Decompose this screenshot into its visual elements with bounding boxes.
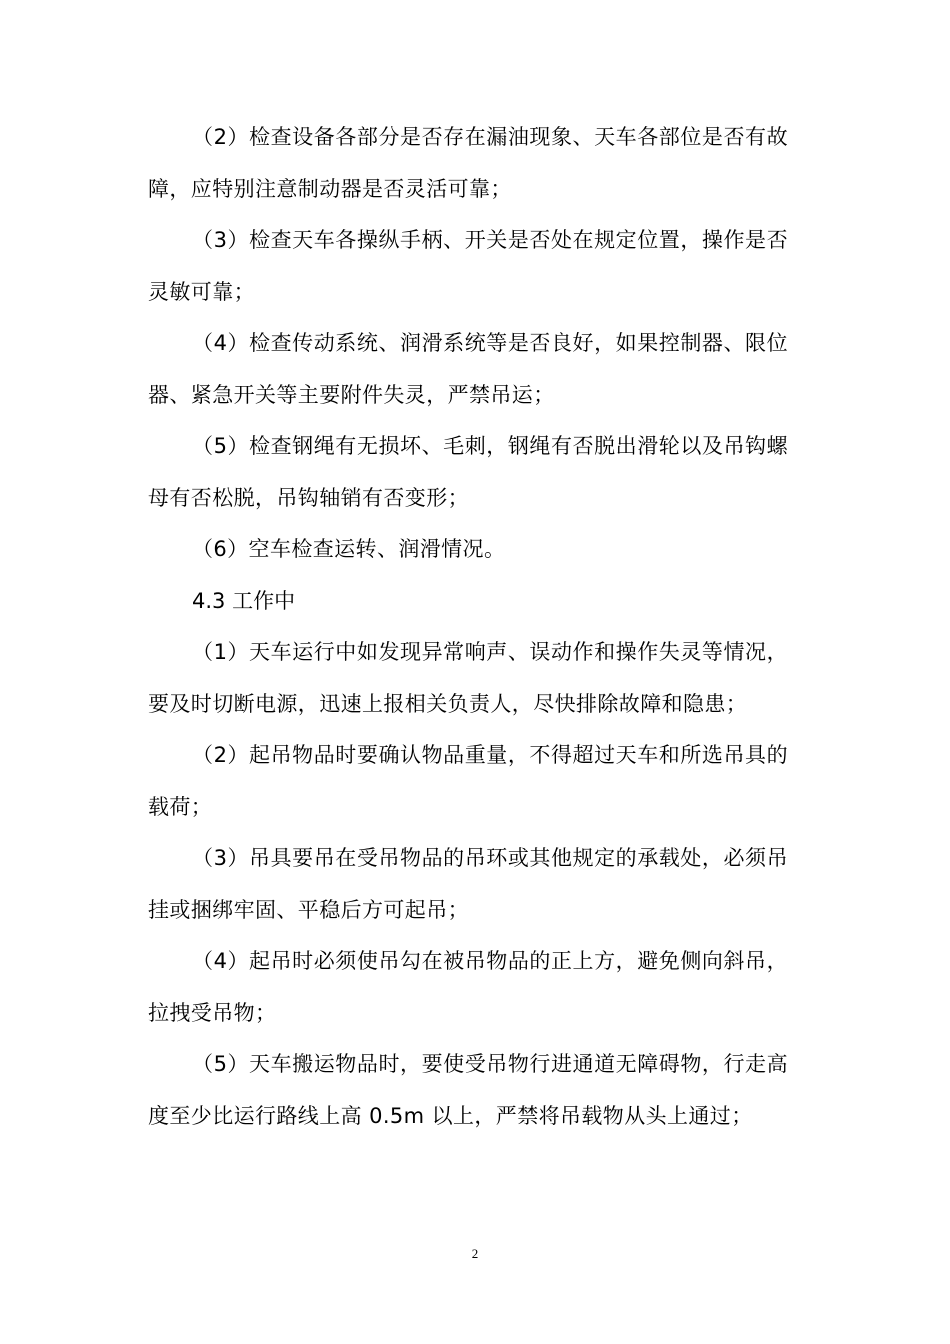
paragraph-idle-test: （6）空车检查运转、润滑情况。 bbox=[192, 537, 506, 561]
paragraph-abnormal-operation: （1）天车运行中如发现异常响声、误动作和操作失灵等情况，要及时切断电源，迅速上报相关负责人，尽快排除故障和隐患； bbox=[148, 640, 788, 716]
paragraph-confirm-weight: （2）起吊物品时要确认物品重量，不得超过天车和所选吊具的载荷； bbox=[148, 743, 788, 819]
paragraph-travel-clearance: （5）天车搬运物品时，要使受吊物行进通道无障碍物，行走高度至少比运行路线上高 0.5m 以上，严禁将吊载物从头上通过； bbox=[148, 1052, 788, 1128]
document-body bbox=[148, 112, 788, 1142]
paragraph-check-controls: （3）检查天车各操纵手柄、开关是否处在规定位置，操作是否灵敏可靠； bbox=[148, 228, 788, 304]
paragraph-check-transmission: （4）检查传动系统、润滑系统等是否良好，如果控制器、限位器、紧急开关等主要附件失灵，严禁吊运； bbox=[148, 331, 788, 407]
section-heading: 4.3 工作中 bbox=[192, 588, 296, 613]
paragraph-check-leaks: （2）检查设备各部分是否存在漏油现象、天车各部位是否有故障，应特别注意制动器是否灵活可靠； bbox=[148, 125, 788, 201]
page-number: 2 bbox=[471, 1246, 479, 1261]
paragraph-rigging-points: （3）吊具要吊在受吊物品的吊环或其他规定的承载处，必须吊挂或捆绑牢固、平稳后方可起吊； bbox=[148, 846, 788, 922]
paragraph-vertical-lift: （4）起吊时必须使吊勾在被吊物品的正上方，避免侧向斜吊，拉拽受吊物； bbox=[148, 949, 788, 1025]
paragraph-check-wire-rope: （5）检查钢绳有无损坏、毛刺，钢绳有否脱出滑轮以及吊钩螺母有否松脱，吊钩轴销有否变形； bbox=[148, 434, 788, 510]
